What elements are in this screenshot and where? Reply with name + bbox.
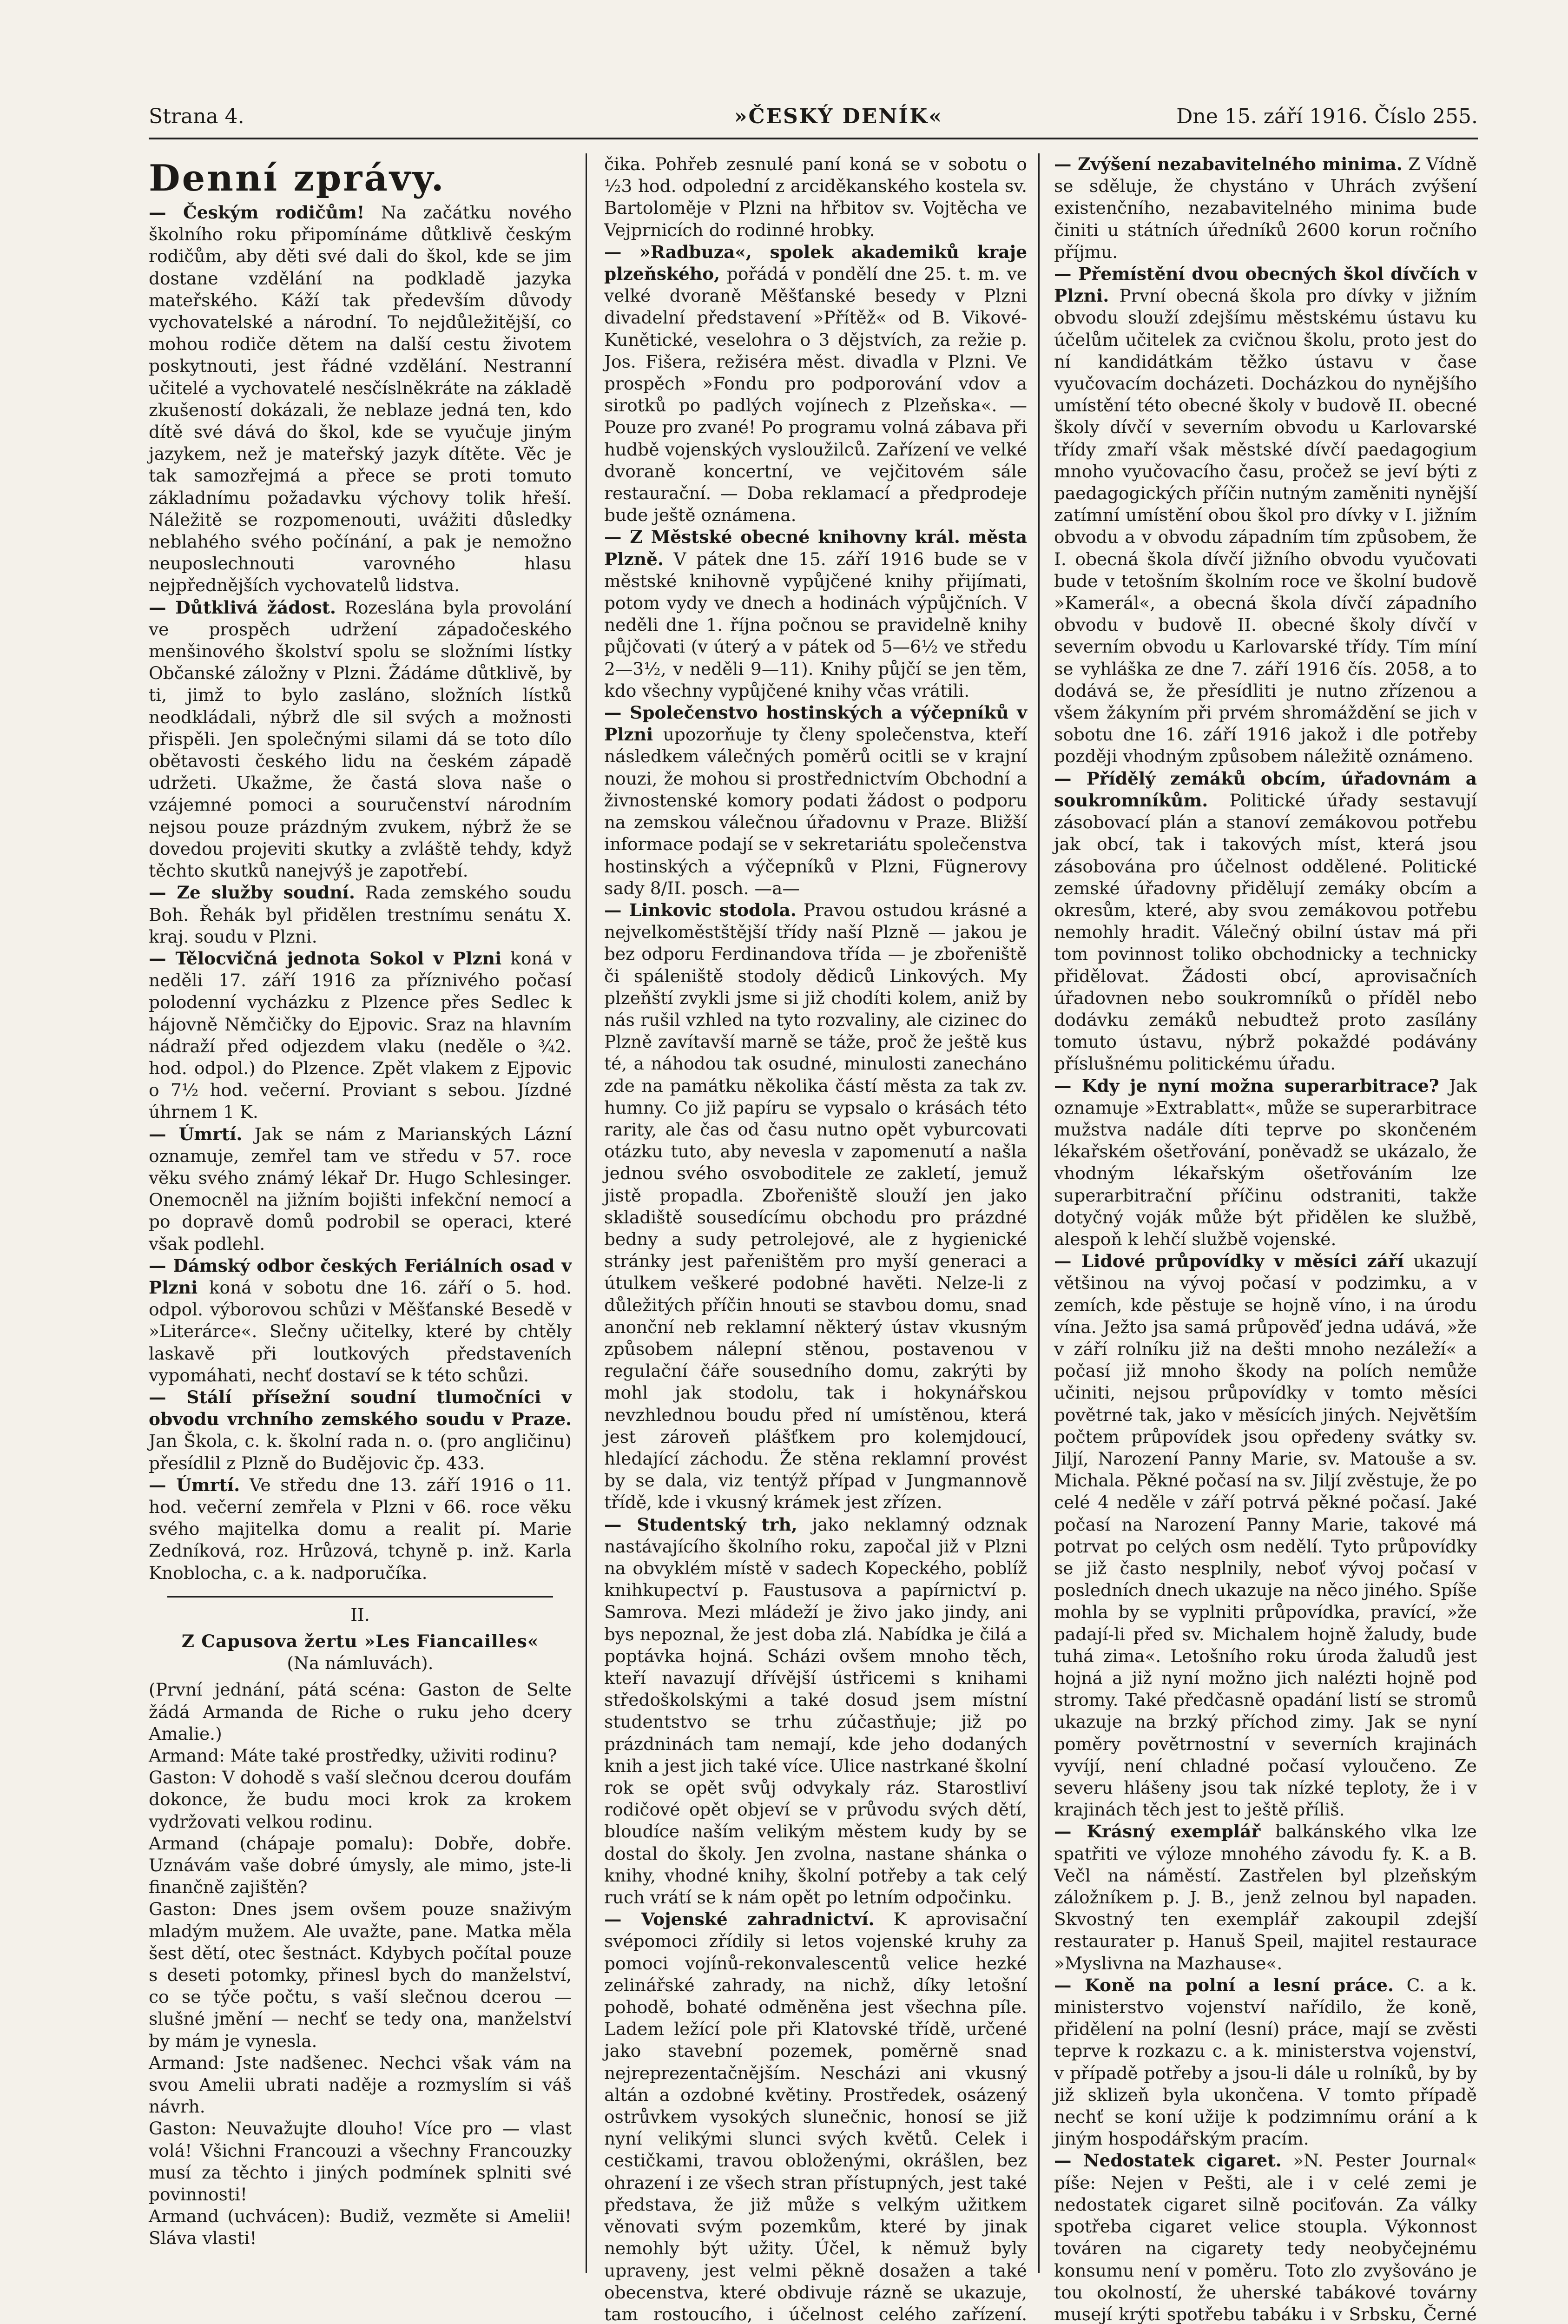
article-text: K aprovisační svépomoci zřídily si letos vojenské kruhy za pomoci vojínů-rekonvalescentů velice hezké zelinářské zahrady, na nichž, díky letošní pohodě, bohaté odměněna jest všechna píle. Ladem ležící pole při Klatovské třídě, určené jako stavební pozemek, poměrně snad nejreprezentačnějším. Nescházi ani vkusný altán a ozdobné květiny. Prostředek, osázený ostrůvkem vysokých slunečnic, honosí se již nyní velikými slunci svých květů. Celek i cestičkami, travou obloženými, okrášlen, bez ohrazení i ze všech stran přístupných, jest také představa, že již může s velkým užitkem věnovati svým pozemkům, které by jinak nemohly být užity. Účel, k němuž byly upraveny, jest velmi pěkně dosažen a také obecenstva, které obdivuje rázně se ukazuje, tam rostoucího, i účelnost celého zařízení. (604, 1909, 1027, 2324)
article-heading: — Úmrtí. (149, 1123, 243, 1144)
article-text: Jak se nám z Marianských Lázní oznamuje, zemřel tam ve středu v 57. roce věku svého známý lékař Dr. Hugo Schlesinger. Onemocněl na jižním bojišti infekční nemocí a po dopravě domů podrobil se operaci, které však podlehl. (149, 1123, 572, 1254)
article-text: C. a k. ministerstvo vojenství nařídilo, že koně, přidělení na polní (lesní) práce, mají se zvěsti teprve k rozkazu c. a k. ministerstva vojenství, v případě potřeby a jsou-li dále u rolníků, by by již sklizeň byla ukončena. V tomto případě nechť se koní užije k podzimnímu orání a k jiným hospodářským pracím. (1054, 1974, 1477, 2149)
article (1054, 768, 1477, 1075)
article-text: V pátek dne 15. září 1916 bude se v městské knihovně vypůjčené knihy přijímati, potom vydy ve dnech a hodinách výpůjčních. V neděli dne 1. října počnou se pravidelně knihy půjčovati (v úterý a v pátek od 5—6½ ve středu 2—3½, v neděli 9—11). Knihy půjčí se jen těm, kdo všechny vypůjčené knihy včas vrátili. (604, 548, 1027, 701)
article-heading: — Důtklivá žádost. (149, 597, 336, 618)
column-1-articles (149, 202, 572, 1584)
article (604, 153, 1027, 241)
article (1054, 1821, 1477, 1974)
article-text: pořádá v pondělí dne 25. t. m. ve velké dvoraně Měšťanské besedy v Plzni divadelní představení »Přítěž« od B. Vikové-Kunětické, veselohra o 3 dějstvích, za režie p. Jos. Fišera, režiséra měst. divadla v Plzni. Ve prospěch »Fondu pro podporování vdov a sirotků po padlých vojínech z Plzeňska«. — Pouze pro zvané! Po programu volná zábava při hudbě vojenských vysloužilců. Zařízení ve velké dvoraně koncertní, ve vejčitovém sále restaurační. — Doba reklamací a předprodeje bude ještě oznámena. (604, 264, 1027, 526)
article (149, 202, 572, 597)
article-text: koná v neděli 17. září 1916 za příznivého počasí polodenní vycházku z Plzence přes Sedlec k hájovně Němčičky do Ejpovic. Sraz na hlavním nádraží před odjezdem vlaku (neděle o ¾2. hod. odpol.) do Plzence. Zpět vlakem z Ejpovic o 7½ hod. večerní. Proviant s sebou. Jízdné úhrnem 1 K. (149, 948, 572, 1122)
article-text: První obecná škola pro dívky v jižním obvodu slouží zdejšímu městskému ústavu ku účelům učitelek za cvičnou školu, proto jest do ní kandidátkám těžko ústavu v čase vyučovacím docházeti. Docházkou do nynějšího umístění této obecné školy v budově II. obecné školy dívčí v severním obvodu u Karlovarské třídy zmaří však městské dívčí paedagogium mnoho vyučovacího času, pročež se jeví býti z paedagogických příčin nutným zaměniti nynější zatímní umístění obou škol pro dívky v I. jižním obvodu a v obvodu západním tím způsobem, že I. obecná škola dívčí jižního obvodu vyučovati bude v tetošním školním roce ve školní budově »Kamerál«, a obecná škola dívčí západního obvodu v budově II. obecné školy dívčí v severním obvodu u Karlovarské třídy. Tím míní se vyhláška ze dne 7. září 1916 čís. 2058, a to dodává se, že přesídliti je nutno zřízenou a všem žákyním při prvém shromáždění se jich v sobotu dne 16. září 1916 jakož i dle potřeby později vhodným způsobem náležitě oznámeno. (1054, 285, 1477, 767)
article (604, 241, 1027, 527)
article-text: jako neklamný odznak nastávajícího školního roku, započal již v Plzni na obvyklém místě v sadech Kopeckého, poblíž knihkupectví p. Faustusova a papírnictví p. Samrova. Mezi mládeží je živo jako jindy, ani bys nepoznal, že jest doba zlá. Nabídka je čilá a poptávka hojná. Scházi ovšem mnoho těch, kteří navazují dřívější ústřicemi s knihami středoškolskými a také dosud jsem místní studentstvo se trhu zúčastňuje; již po prázdninách tam nemají, kde jeho dodaných knih a jest jich také více. Ulice nastrkané školní rok se opět svůj odvykaly ráz. Starostliví rodičové opět objeví se v průvodu svých dětí, bloudíce naším velikým městem kudy by se dostal do školy. Jen zvolna, nastane shánka o knihy, vhodné knihy, školní potřeby a tak celý ruch vrátí se k nám opět po letním odpočinku. (604, 1514, 1027, 1908)
feuilleton-subtitle: (Na námluvách). (287, 1653, 434, 1674)
feuilleton-paragraph: Armand: Jste nadšenec. Nechci však vám na svou Amelii ubrati naděje a rozmyslím si váš návrh. (149, 2052, 572, 2117)
feuilleton-paragraph: Armand (uchvácen): Budiž, vezměte si Amelii! Sláva vlasti! (149, 2206, 572, 2249)
article-heading: — Přemístění dvou obecných škol dívčích v Plzni. (1054, 264, 1477, 306)
article-text: Rada zemského soudu Boh. Řehák byl přidělen trestnímu senátu X. kraj. soudu v Plzni. (149, 882, 572, 947)
article-heading: — Dámský odbor českých Feriálních osad v Plzni (149, 1255, 572, 1298)
feuilleton-title: Z Capusova žertu »Les Fiancailles« (181, 1631, 539, 1651)
article-heading: — Nedostatek cigaret. (1054, 2150, 1282, 2171)
article (149, 948, 572, 1123)
article-text: upozorňuje ty členy společenstva, kteří následkem válečných poměrů ocitli se v krajní nouzi, že mohou si prostřednictvím Obchodní a živnostenské komory podati žádost o podporu na zemskou válečnou úřadovnu v Praze. Bližší informace podají se v sekretariátu společenstva hostinských a výčepníků v Plzni, Fügnerovy sady 8/II. posch. —a— (604, 724, 1027, 898)
article-heading: — Tělocvičná jednota Sokol v Plzni (149, 948, 502, 969)
article-heading: — Lidové průpovídky v měsíci září (1054, 1251, 1404, 1272)
article (149, 597, 572, 882)
article (1054, 1974, 1477, 2150)
article (604, 899, 1027, 1514)
article (149, 882, 572, 948)
article-text: koná v sobotu dne 16. září o 5. hod. odpol. výborovou schůzi v Měšťanské Besedě v »Literárce«. Slečny učitelky, které by chtěly laskavě při loutkových představeních vypomáhati, nechť dostaví se k této schůzi. (149, 1277, 572, 1386)
column-rule-2 (1038, 153, 1040, 2273)
article-text: Pravou ostudou krásné a nejvelkoměstštější třídy naší Plzně — jakou je bez odporu Ferdinandova třída — je zbořeniště či spáleniště stodoly dědiců Linkových. My plzeňští zvykli jsme si již chodíti kolem, aniž by nás rušil vzhled na tyto rozvaliny, ale cizinec do Plzně zavítavší marně se táže, proč že ještě kus té, a náhodou tak osudné, minulosti zanecháno zde na památku několika částí města za tak zv. humny. Co již papíru se vypsalo o krásách této rarity, ale čas od času nutno opět vyburcovati otázku tuto, aby nevesla v zapomenutí a našla jednou svého osvoboditele ze zakletí, jemuž jistě propadla. Zbořeniště slouží jen jako skladiště sousedícímu obchodu pro prázdné bedny a sudy petrolejové, ale z hygienické stránky jest pařeništěm pro myší generaci a útulkem veškeré podobné havěti. Nelze-li z důležitých příčin hnouti se stavbou domu, snad anonční neb reklamní některý ústav vkusným způsobem nálepní stěnou, postavenou v regulační čáře sousedního domu, zakrýti by mohl jak stodolu, tak i hokynářskou nevzhlednou boudu před ní umístěnou, která jest zároveň plášťkem pro kolemjdoucí, hledající záchodu. Že stěna reklamní provést by se dala, viz tentýž případ v Jungmannově třídě, kde i vkusný krámek jest zřízen. (604, 899, 1027, 1513)
article-heading: — Úmrtí. (149, 1474, 240, 1495)
column-2 (604, 153, 1027, 2324)
issue-date: Dne 15. září 1916. Číslo 255. (1176, 105, 1478, 128)
article-heading: — Studentský trh, (604, 1514, 797, 1535)
header-rule (149, 138, 1478, 139)
article (149, 1255, 572, 1386)
feuilleton-body (149, 1679, 572, 2249)
article (149, 1474, 572, 1584)
article (1054, 1250, 1477, 1821)
article-heading: — Stálí přísežní soudní tlumočníci v obvodu vrchního zemského soudu v Praze. (149, 1386, 572, 1430)
feuilleton-paragraph: Gaston: Dnes jsem ovšem pouze snaživým mladým mužem. Ale uvažte, pane. Matka měla šest dětí, otec šestnáct. Kdybych počítal pouze s deseti potomky, přinesl bych do manželství, co se týče počtu, s vaší slečnou dcerou — slušné jmění — nechť se tedy ona, manželství by mám je vynesla. (149, 1899, 572, 2051)
article (1054, 153, 1477, 263)
article-heading: — Kdy je nyní možna superarbitrace? (1054, 1075, 1439, 1096)
feuilleton-paragraph: Armand (chápaje pomalu): Dobře, dobře. Uznávám vaše dobré úmysly, ale mimo, jste-li finančně zajištěn? (149, 1833, 572, 1898)
article (149, 1386, 572, 1474)
article-text: Politické úřady sestavují zásobovací plán a stanoví zemákovou potřebu jak obcí, tak i takových míst, která jsou zásobována pro účelnost oddělené. Politické zemské úřadovny přidělují zemáky obcím a okresům, které, aby svou zemákovou potřebu nemohly hradit. Válečný obilní ústav má při tom povinnost toliko obchodnicky a technicky přidělovat. Žádosti obcí, aprovisačních úřadovnen nebo soukromníků o příděl nebo dodávku zemáků nebudtež proto zasílány tomuto ústavu, nýbrž pokaždé podávány příslušnému politickému úřadu. (1054, 790, 1477, 1074)
feuilleton-paragraph: Gaston: Neuvažujte dlouho! Více pro — vlast volá! Všichni Francouzi a všechny Francouzky musí za těchto i jiných podmínek splniti své povinnosti! (149, 2118, 572, 2205)
article-text: »N. Pester Journal« píše: Nejen v Pešti, ale i v celé zemi je nedostatek cigaret silně pociťován. Za války spotřeba cigaret velice stoupla. Výkonnost továren na cigarety tedy neobyčejnému konsumu není v poměru. Toto zlo zvyšováno je tou okolností, že uherské tabákové továrny musejí krýti spotřebu tabáku i v Srbsku, Černé (1054, 2150, 1477, 2324)
article-text: Rozeslána byla provolání ve prospěch udržení západočeského menšinového školství spolu se složními lístky Občanské záložny v Plzni. Žádáme důtklivě, by ti, jimž to bylo zasláno, složních lístků neodkládali, nýbrž dle sil svých a možnosti přispěli. Jen společnými silami dá se toto dílo obětavosti českého lidu na českém západě udržeti. Ukažme, že častá slova naše o vzájemné pomoci a souručenství národním nejsou pouze prázdným zvukem, nýbrž že se dovedou projeviti skutky a zvláště tehdy, když těchto skutků nanejvýš je zapotřebí. (149, 597, 572, 881)
article (604, 526, 1027, 702)
article-text: Na začátku nového školního roku připomínáme důtklivě českým rodičům, aby děti své dali do škol, kde se jim dostane vzdělání na podkladě jazyka mateřského. Káží tak především důvody vychovatelské a národní. To nejdůležitější, co mohou rodiče dětem na další cestu životem poskytnouti, jest řádné vzdělání. Nestranní učitelé a vychovatelé nesčíslněkráte na základě zkušeností dokázali, že neblaze jedná ten, kdo dítě své dává do škol, kde se vyučuje jiným jazykem, než je mateřský jazyk dítěte. Věc je tak samozřejmá a přece se proti tomuto základnímu požadavku výchovy tolik hřeší. Náležitě se rozpomenouti, uvážiti důsledky neblahého svého počínání, a pak je nemožno neuposlechnouti varovného hlasu nejpřednějších vychovatelů lidstva. (149, 202, 572, 596)
article-text: balkánského vlka lze spatřiti ve výloze mnohého závodu fy. K. a B. Večl na náměstí. Zastřelen byl plzeňským záložníkem p. J. B., jenž zelnou byl napaden. Skvostný ten exemplář zakoupil zdejší restaurater p. Hanuš Speil, majitel restaurace »Myslivna na Mazhause«. (1054, 1821, 1477, 1974)
section-title: Denní zprávy. (149, 157, 446, 199)
feuilleton-paragraph: (První jednání, pátá scéna: Gaston de Selte žádá Armanda de Riche o ruku jeho dcery Amalie.) (149, 1679, 572, 1744)
article (1054, 263, 1477, 768)
article-heading: — Společenstvo hostinských a výčepníků v Plzni (604, 702, 1027, 745)
article-heading: — Ze služby soudní. (149, 882, 355, 903)
page-number: Strana 4. (149, 105, 244, 128)
feuilleton-separator (167, 1596, 553, 1598)
article (149, 1123, 572, 1255)
article (604, 702, 1027, 899)
article-heading: — Koně na polní a lesní práce. (1054, 1974, 1394, 1995)
article-heading: — Přídělý zemáků obcím, úřadovnám a soukromníkům. (1054, 768, 1477, 811)
article-heading: — Z Městské obecné knihovny král. města Plzně. (604, 527, 1027, 569)
article-heading: — Krásný exemplář (1054, 1821, 1261, 1842)
column-rule-1 (586, 153, 587, 2273)
feuilleton-paragraph: Gaston: V dohodě s vaší slečnou dcerou doufám dokonce, že budu moci krok za krokem vydržovati velkou rodinu. (149, 1767, 572, 1832)
article-text: Z Vídně se sděluje, že chystáno v Uhrách zvýšení existenčního, nezabavitelného minima bude činiti u státních úředníků 2600 korun ročního příjmu. (1054, 154, 1477, 262)
column-1 (149, 153, 572, 2273)
article-heading: — Zvýšení nezabavitelného minima. (1054, 154, 1403, 174)
article-heading: — Vojenské zahradnictví. (604, 1909, 875, 1930)
article (1054, 1075, 1477, 1251)
feuilleton-number: II. (350, 1604, 370, 1625)
article-heading: — »Radbuza«, spolek akademiků kraje plzeňského, (604, 241, 1027, 284)
article-text: čika. Pohřeb zesnulé paní koná se v sobotu o ½3 hod. odpolední z arciděkanského kostela sv. Bartoloměje v Plzni na hřbitov sv. Vojtěcha ve Vejprnicích do rodinné hrobky. (604, 154, 1027, 240)
page-header (149, 105, 1478, 137)
article-heading: — Linkovic stodola. (604, 899, 797, 920)
article (604, 1514, 1027, 1909)
feuilleton-paragraph: Armand: Máte také prostředky, uživiti rodinu? (149, 1745, 557, 1766)
article-text: ukazují většinou na vývoj počasí v podzimku, a v zemích, kde pěstuje se hojně víno, i na úrodu vína. Ježto jsa samá průpověď jedna udává, »že v září rolníku již na dešti mnoho nezáleží« a počasí již mnoho škody na polích nemůže učiniti, nejsou průpovídky v tomto měsíci povětrné tak, jako v měsících jiných. Největším počtem průpovídek jsou opředeny svátky sv. Jiljí, Narození Panny Marie, sv. Matouše a sv. Michala. Pěkné počasí na sv. Jiljí zvěstuje, že po celé 4 neděle v září potrvá pěkné počasí. Jaké počasí na Narození Panny Marie, takové má potrvat po celých osm nedělí. Tyto průpovídky se již často nesplnily, neboť vývoj počasí v posledních dnech ukazuje na něco jiného. Spíše mohla by se vyplniti průpovídka, pravící, »že padají-li před sv. Michalem hojně žaludy, bude tuhá zima«. Letošního roku úroda žaludů jest hojná a již nyní možno jich nalézti hojně pod stromy. Také předčasně opadání listí se stromů ukazuje na brzký příchod zimy. Jak se nyní poměry povětrnostní v severních krajinách vyvíjí, není chladné počasí vyloučeno. Ze severu hlášeny jsou tak nízké teploty, že i v krajinách těch jest to ještě příliš. (1054, 1251, 1477, 1820)
article-text: Jak oznamuje »Extrablatt«, může se superarbitrace mužstva nadále díti teprve po skončeném lékařském ošetřování, poněvadž se ukázalo, že vhodným lékařským ošetřováním lze superarbitrační příčinu odstraniti, takže dotyčný voják může být přidělen ke službě, alespoň k lehčí službě vojenské. (1054, 1075, 1477, 1249)
article-text: Ve středu dne 13. září 1916 o 11. hod. večerní zemřela v Plzni v 66. roce věku svého majitelka domu a realit pí. Marie Zedníková, roz. Hrůzová, tchyně p. inž. Karla Knoblocha, c. a k. nadporučíka. (149, 1474, 572, 1583)
article (1054, 2150, 1477, 2324)
article-heading: — Českým rodičům! (149, 202, 365, 223)
masthead: »ČESKÝ DENÍK« (734, 105, 943, 128)
column-3 (1054, 153, 1477, 2324)
article (604, 1908, 1027, 2324)
article-text: Jan Škola, c. k. školní rada n. o. (pro angličinu) přesídlil z Plzně do Budějovic čp. 433. (149, 1431, 572, 1473)
